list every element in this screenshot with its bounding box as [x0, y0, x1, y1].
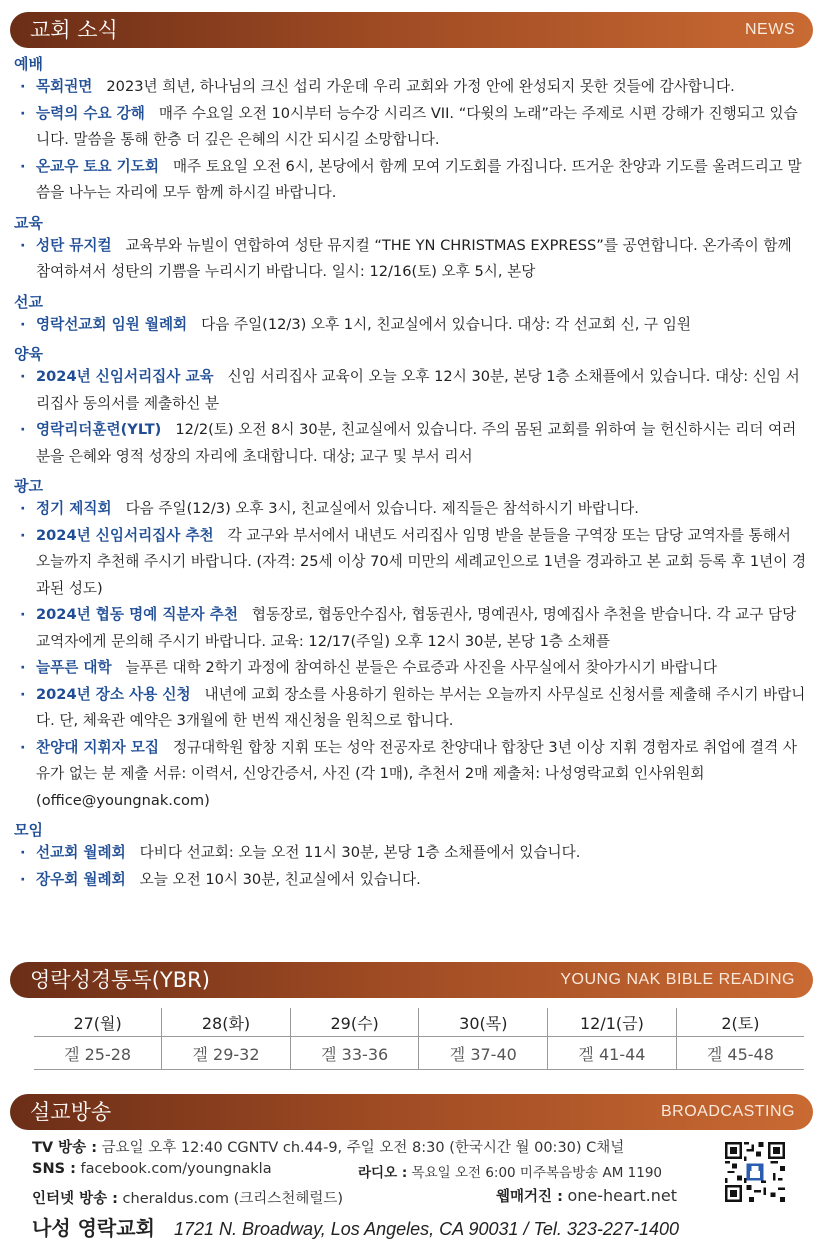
news-item-text: 내년에 교회 장소를 사용하기 원하는 부서는 오늘까지 사무실로 신청서를 제출해 주시기 바랍니다. 단, 체육관 예약은 3개월에 한 번씩 재신청을 원칙으로 합니다. — [36, 685, 806, 729]
news-item — [0, 735, 820, 815]
tv-broadcast-line — [32, 1136, 624, 1157]
bullet-icon: · — [20, 685, 26, 703]
news-item-heading: 2024년 신임서리집사 추천 — [36, 526, 214, 544]
news-category: 선교 — [14, 292, 43, 311]
reading-passage: 겔 29-32 — [162, 1037, 291, 1070]
bullet-icon: · — [20, 315, 26, 333]
ybr-banner — [10, 962, 813, 998]
news-item-text: 12/2(토) 오전 8시 30분, 친교실에서 있습니다. 주의 몸된 교회를 위하여 늘 헌신하시는 리더 여러분을 은혜와 영적 성장의 자리에 초대합니다. 대상; 교구 및 부서 리서 — [36, 421, 797, 465]
news-category: 모임 — [14, 821, 43, 839]
news-item-heading: 2024년 장소 사용 신청 — [36, 685, 191, 703]
news-item — [0, 233, 820, 286]
webzine-link[interactable]: one-heart.net — [567, 1186, 678, 1205]
radio-line — [358, 1161, 662, 1181]
webzine-label: 웹매거진 : — [496, 1189, 563, 1205]
bullet-icon: · — [20, 421, 26, 438]
news-item-text: 협동장로, 협동안수집사, 협동권사, 명예권사, 명예집사 추천을 받습니다. 각 교구 담당교역자에게 문의해 주시기 바랍니다. 교육: 12/17(주일) 오후 12시 30분, 본당 1층 소채플 — [36, 606, 797, 650]
news-item — [0, 867, 820, 894]
news-item — [0, 523, 820, 603]
news-item — [0, 74, 820, 101]
broadcast-tag: BROADCASTING — [660, 1103, 795, 1120]
news-item — [0, 154, 820, 207]
internet-line — [32, 1187, 343, 1208]
news-banner — [10, 12, 813, 48]
news-item-text: 다비다 선교회: 오늘 오전 11시 30분, 본당 1층 소채플에서 있습니다. — [139, 844, 581, 861]
footer — [32, 1212, 679, 1241]
reading-passage: 겔 45-48 — [676, 1037, 804, 1070]
bullet-icon: · — [20, 236, 26, 254]
broadcast-banner — [10, 1094, 813, 1130]
news-item-text: 2023년 희년, 하나님의 크신 섭리 가운데 우리 교회와 가정 안에 완성되지 못한 것들에 감사합니다. — [106, 78, 735, 95]
sns-line — [32, 1161, 272, 1177]
bullet-icon: · — [20, 526, 26, 544]
news-item — [0, 496, 820, 523]
ybr-title: 영락성경통독(YBR) — [30, 968, 210, 992]
news-item-heading: 2024년 협동 명예 직분자 추천 — [36, 606, 238, 623]
reading-passage: 겔 33-36 — [290, 1037, 419, 1070]
news-item-heading: 정기 제직회 — [36, 500, 112, 517]
reading-passage: 겔 41-44 — [548, 1037, 677, 1070]
reading-day: 28(화) — [162, 1008, 291, 1037]
news-category: 광고 — [14, 477, 43, 495]
news-item-heading: 늘푸른 대학 — [36, 659, 112, 676]
news-item-heading: 장우회 월례회 — [36, 870, 126, 888]
news-item-heading: 영락선교회 임원 월례회 — [36, 315, 188, 333]
bullet-icon: · — [20, 659, 26, 676]
reading-passage: 겔 37-40 — [419, 1037, 548, 1070]
news-item-heading: 성탄 뮤지컬 — [36, 236, 112, 254]
tv-text: 금요일 오후 12:40 CGNTV ch.44-9, 주일 오전 8:30 (한국시간 월 00:30) C채널 — [101, 1140, 625, 1156]
news-item — [0, 655, 820, 682]
news-item-text: 신임 서리집사 교육이 오늘 오후 12시 30분, 본당 1층 소채플에서 있습니다. 대상: 신임 서리집사 동의서를 제출하신 분 — [36, 368, 800, 412]
broadcast-title: 설교방송 — [30, 1100, 112, 1124]
news-item-text: 교육부와 뉴빌이 연합하여 성탄 뮤지컬 “THE YN CHRISTMAS EXPRESS”를 공연합니다. 온가족이 함께 참여하셔서 성탄의 기쁨을 누리시기 바랍니다. 일시: 12/16(토) 오후 5시, 본당 — [36, 236, 792, 280]
bullet-icon: · — [20, 104, 26, 122]
news-item — [0, 840, 820, 867]
webzine-line — [496, 1185, 677, 1206]
news-item-text: 늘푸른 대학 2학기 과정에 참여하신 분들은 수료증과 사진을 사무실에서 찾아가시기 바랍니다 — [125, 659, 717, 676]
qr-code-icon[interactable] — [725, 1142, 785, 1202]
news-item — [0, 682, 820, 735]
news-item-text: 정규대학원 합창 지휘 또는 성악 전공자로 찬양대나 합창단 3년 이상 지휘 경험자로 취업에 결격 사유가 없는 분 제출 서류: 이력서, 신앙간증서, 사진 (각 1매), 추천서 2매 제출처: 나성영락교회 인사위원회 (office@youngnak.com) — [36, 738, 797, 809]
bullet-icon: · — [20, 500, 26, 517]
news-item-text: 매주 토요일 오전 6시, 본당에서 함께 모여 기도회를 가집니다. 뜨거운 찬양과 기도를 올려드리고 말씀을 나누는 자리에 모두 함께 하시길 바랍니다. — [36, 157, 802, 201]
news-item — [0, 364, 820, 417]
reading-passage: 겔 25-28 — [64, 1044, 132, 1064]
news-item-heading: 선교회 월례회 — [36, 844, 126, 861]
bullet-icon: · — [20, 157, 26, 175]
news-item-text: 오늘 오전 10시 30분, 친교실에서 있습니다. — [139, 870, 421, 888]
internet-link[interactable]: cheraldus.com (크리스천헤럴드) — [122, 1191, 344, 1207]
news-item-text: 다음 주일(12/3) 오후 3시, 친교실에서 있습니다. 제직들은 참석하시기 바랍니다. — [125, 500, 639, 517]
news-item-heading: 2024년 신임서리집사 교육 — [36, 368, 214, 385]
news-item-heading: 영락리더훈련(YLT) — [36, 421, 162, 438]
reading-day: 12/1(금) — [548, 1008, 677, 1037]
news-item — [0, 312, 820, 339]
news-category: 양육 — [14, 345, 43, 363]
bullet-icon: · — [20, 844, 26, 861]
reading-day: 2(토) — [676, 1008, 804, 1037]
sns-label: SNS : — [32, 1161, 76, 1177]
radio-text: 목요일 오전 6:00 미주복음방송 AM 1190 — [411, 1165, 662, 1181]
reading-day: 30(목) — [419, 1008, 548, 1037]
news-item — [0, 101, 820, 154]
news-title: 교회 소식 — [30, 18, 118, 42]
news-category: 교육 — [14, 213, 43, 232]
reading-days-row — [34, 1008, 804, 1037]
sns-link[interactable]: facebook.com/youngnakla — [80, 1161, 272, 1177]
bullet-icon: · — [20, 870, 26, 888]
news-tag: NEWS — [745, 21, 795, 38]
news-list — [0, 54, 820, 893]
news-category: 예배 — [14, 55, 43, 73]
bullet-icon: · — [20, 368, 26, 385]
bullet-icon: · — [20, 606, 26, 623]
news-item-heading: 능력의 수요 강해 — [36, 104, 145, 122]
church-address: 1721 N. Broadway, Los Angeles, CA 90031 / Tel. 323-227-1400 — [173, 1219, 679, 1239]
church-name: 나성 영락교회 — [32, 1216, 155, 1240]
news-item-text: 매주 수요일 오전 10시부터 능수강 시리즈 VII. “다윗의 노래”라는 주제로 시편 강해가 진행되고 있습니다. 말씀을 통해 한층 더 깊은 은혜의 시간 되시길 소망합니다. — [36, 104, 798, 148]
reading-day: 27(월) — [34, 1008, 162, 1037]
news-item-heading: 온교우 토요 기도회 — [36, 157, 159, 175]
radio-label: 라디오 : — [358, 1165, 408, 1181]
bullet-icon: · — [20, 738, 26, 756]
news-item — [0, 602, 820, 655]
reading-passages-row — [34, 1037, 804, 1070]
bullet-icon: · — [20, 78, 26, 95]
news-item-text: 다음 주일(12/3) 오후 1시, 친교실에서 있습니다. 대상: 각 선교회 신, 구 임원 — [201, 315, 691, 333]
tv-label: TV 방송 : — [32, 1140, 98, 1156]
ybr-tag: YOUNG NAK BIBLE READING — [560, 971, 795, 988]
news-item-text: 각 교구와 부서에서 내년도 서리집사 임명 받을 분들을 구역장 또는 담당 교역자를 통해서 오늘까지 추천해 주시기 바랍니다. (자격: 25세 이상 70세 미만의 세례교인으로 1년을 경과하고 본 교회 등록 후 1년이 경과된 성도) — [36, 526, 807, 597]
bible-reading-table — [34, 1008, 804, 1070]
reading-day: 29(수) — [290, 1008, 419, 1037]
news-item-heading: 찬양대 지휘자 모집 — [36, 738, 159, 756]
news-item — [0, 417, 820, 470]
news-item-heading: 목회권면 — [36, 78, 93, 95]
internet-label: 인터넷 방송 : — [32, 1191, 118, 1207]
